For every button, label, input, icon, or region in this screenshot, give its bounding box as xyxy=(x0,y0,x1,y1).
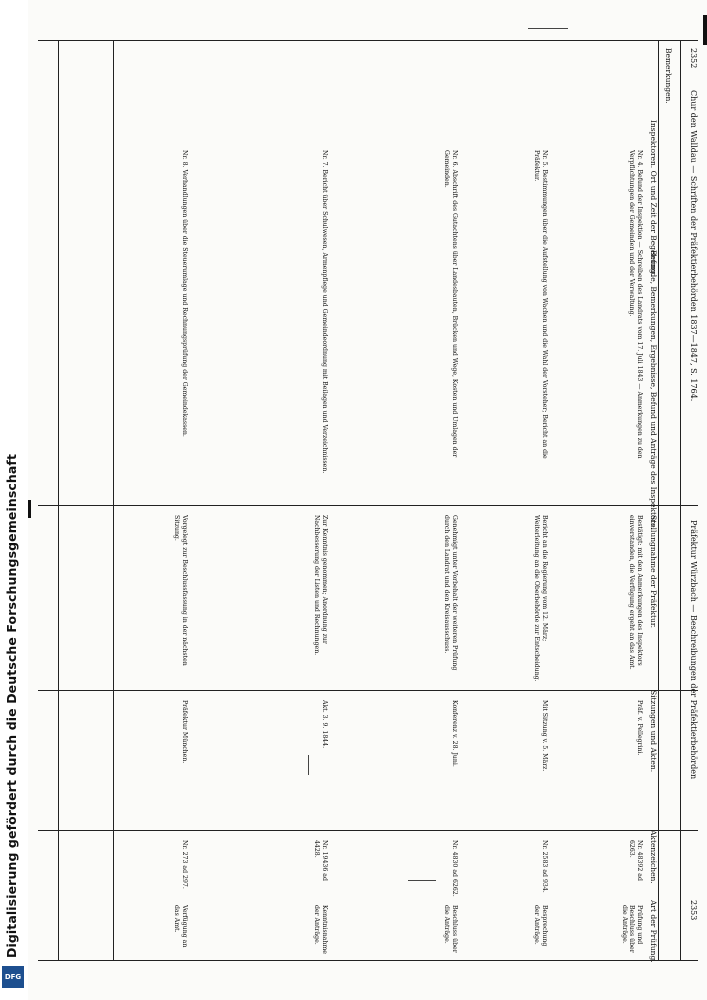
column-header-inspectors: Inspektoren. Ort und Zeit der Begehung. xyxy=(649,120,658,277)
document-page xyxy=(28,0,707,1000)
top-rule xyxy=(38,40,698,41)
page-number-left: 2352 xyxy=(689,48,698,69)
session-note-5: Präfektur München. xyxy=(181,700,188,764)
column-header-findings: Befunde, Bemerkungen, Ergebnisse, Befund und Anträge des Inspektors. xyxy=(649,250,658,530)
dfg-logo: DFG xyxy=(2,966,24,988)
prefecture-note-3: Genehmigt unter Vorbehalt der weiteren Prüfung durch den Landrat und den Kreisausschuss. xyxy=(443,515,458,671)
bottom-rule xyxy=(38,960,698,961)
review-note-2: Besprechung der Anträge. xyxy=(533,905,548,947)
col-divider-2 xyxy=(113,40,114,960)
scan-mark xyxy=(703,15,707,45)
entry-3: Nr. 6. Abschrift des Gutachtens über Landesbauten, Brücken und Wege, Kosten und Umlagen der Gemeinden. xyxy=(443,150,458,458)
column-header-prefecture: Stellungnahme der Präfektur. xyxy=(649,515,658,628)
scan-mark xyxy=(28,500,31,518)
prefecture-note-5: Vorgelegt zur Beschlussfassung in der nächsten Sitzung. xyxy=(173,515,188,666)
review-note-3: Beschluss über die Anträge. xyxy=(443,905,458,953)
file-number-5: Nr. 273 ad 297. xyxy=(181,840,188,889)
file-number-4: Nr. 19436 ad 4428. xyxy=(313,840,328,881)
session-note-4: Akt. 3. 9. 1844. xyxy=(321,700,328,749)
prefecture-note-4: Zur Kenntnis genommen; Anordnung zur Nachbesserung der Listen und Rechnungen. xyxy=(313,515,328,656)
running-title-right: Präfektur Würzbach — Beschreibungen der Präfektierbehörden xyxy=(689,520,698,780)
session-note-2: Mit Sitzung v. 5. März. xyxy=(541,700,548,772)
review-note-1: Prüfung und Beschluss über die Anträge. xyxy=(621,905,643,953)
running-title-left: Chur den Walldau — Schriften der Präfektierbehörden 1837—1847, S. 1764. xyxy=(689,90,698,402)
scan-margin xyxy=(0,0,29,1000)
entry-1: Nr. 4. Befund der Inspektion — Schreiben des Landrats vom 17. Juli 1843 — Anmerkungen zu den Verpflichtungen der Gemeinden und der Verwaltung. xyxy=(628,150,643,459)
col-divider-1 xyxy=(58,40,59,960)
session-note-1: Präf. v. Pellegrini. xyxy=(636,700,643,756)
scan-mark xyxy=(308,755,309,775)
mid-rule xyxy=(38,505,698,506)
page-number-right: 2353 xyxy=(689,900,698,921)
mid-rule-2 xyxy=(38,690,698,691)
column-header-sessions: Sitzungen und Akten. xyxy=(649,690,658,773)
col-divider-4 xyxy=(680,40,681,960)
scan-mark xyxy=(408,880,436,881)
prefecture-note-1: Bestätigt: mit den Anmerkungen des Inspektors einverstanden, die Verfügung ergeht an das Amt. xyxy=(628,515,643,670)
scan-mark xyxy=(528,28,568,29)
column-header-remarks: Bemerkungen. xyxy=(664,48,673,104)
funding-notice: Digitalisierung gefördert durch die Deutsche Forschungsgemeinschaft xyxy=(4,453,19,958)
mid-rule-3 xyxy=(38,830,698,831)
entry-5: Nr. 8. Verhandlungen über die Steuerumlage und Rechnungsprüfung der Gemeindekassen. xyxy=(181,150,188,437)
col-divider-3 xyxy=(658,40,659,960)
file-number-3: Nr. 4830 ad 6262. xyxy=(451,840,458,897)
entry-2: Nr. 5. Bestimmungen über die Aufstellung von Wachen und die Wahl der Vorsteher; Bericht an die Präfektur. xyxy=(533,150,548,459)
review-note-5: Verfügung an das Amt. xyxy=(173,905,188,948)
entry-4: Nr. 7. Bericht über Schulwesen, Armenpflege und Gemeindeordnung mit Beilagen und Verzeichnissen. xyxy=(321,150,328,474)
review-note-4: Kenntnisnahme der Anträge. xyxy=(313,905,328,954)
column-header-file: Aktenzeichen. xyxy=(649,830,658,884)
file-number-2: Nr. 2583 ad 934. xyxy=(541,840,548,893)
file-number-1: Nr. 48392 ad 6263. xyxy=(628,840,643,881)
column-header-review: Art der Prüfung. xyxy=(649,900,658,963)
prefecture-note-2: Bericht an die Regierung vom 12. März; Weiterleitung an die Oberbehörde zur Entscheidung. xyxy=(533,515,548,682)
session-note-3: Konferenz v. 28. Juni. xyxy=(451,700,458,767)
